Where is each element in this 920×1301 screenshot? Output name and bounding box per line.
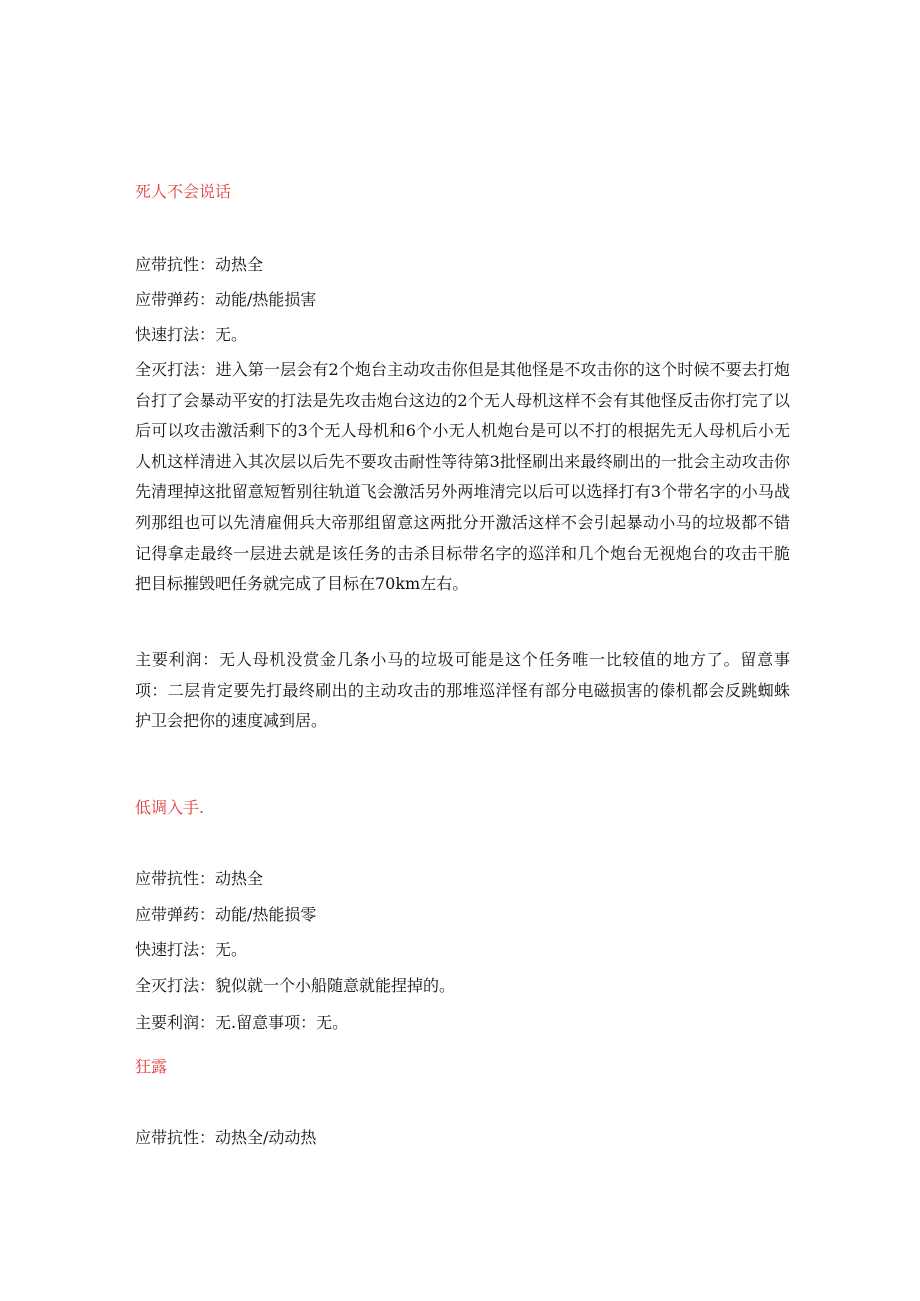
section-1-ammo: 应带弹药：动能/热能损害 [135,290,317,309]
section-2-resist: 应带抗性：动热全 [135,869,264,888]
section-3-resist: 应带抗性：动热全/动动热 [135,1128,317,1147]
section-2-quick: 快速打法：无。 [135,940,248,959]
section-title-3: 狂露 [135,1057,168,1076]
section-1-resist: 应带抗性：动热全 [135,255,264,274]
section-title-1: 死人不会说话 [135,182,232,201]
section-title-2: 低调入手. [135,798,205,817]
section-1-quick: 快速打法：无。 [135,325,248,344]
section-2-ammo: 应带弹药：动能/热能损零 [135,905,317,924]
section-1-full-strategy: 全灭打法：进入第一层会有2个炮台主动攻击你但是其他怪是不攻击你的这个时候不要去打炮台打了会暴动平安的打法是先攻击炮台这边的2个无人母机这样不会有其他怪反击你打完了以后可以攻击激活剩下的3个无人母机和6个小无人机炮台是可以不打的根据先无人母机后小无人机这样清进入其次层以后先不要攻击耐性等待第3批怪刷出来最终刷出的一批会主动攻击你先清理掉这批留意短暂别往轨道飞会激活另外两堆清完以后可以选择打有3个带名字的小马战列那组也可以先清雇佣兵大帝那组留意这两批分开激活这样不会引起暴动小马的垃圾都不错记得拿走最终一层进去就是该任务的击杀目标带名字的巡洋和几个炮台无视炮台的攻击干脆把目标摧毁吧任务就完成了目标在70km左右。 [135,360,790,594]
section-2-full-strategy: 全灭打法：貌似就一个小船随意就能捏掉的。 [135,976,456,995]
section-2-profit-notes: 主要利润：无.留意事项：无。 [135,1013,349,1032]
section-1-profit-notes: 主要利润：无人母机没赏金几条小马的垃圾可能是这个任务唯一比较值的地方了。留意事项：二层肯定要先打最终刷出的主动攻击的那堆巡洋怪有部分电磁损害的傣机都会反跳蜘蛛护卫会把你的速度减到居。 [135,650,790,731]
